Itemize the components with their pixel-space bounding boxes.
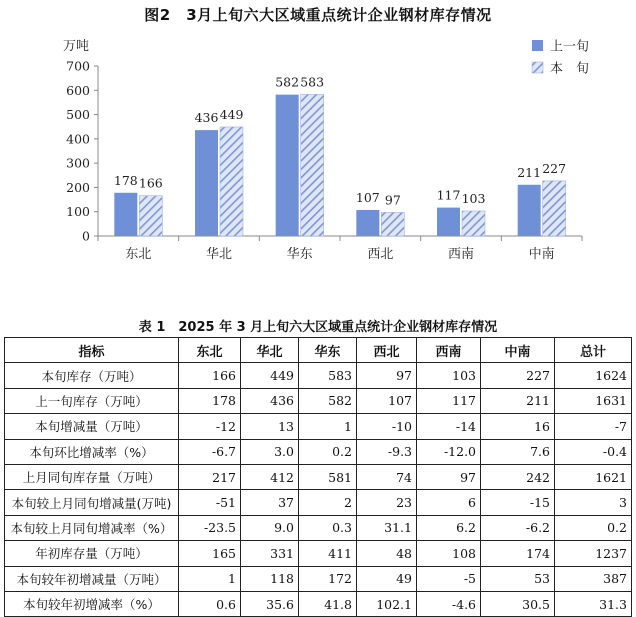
table-cell: -14: [417, 414, 481, 439]
row-label: 本旬增减量（万吨）: [5, 414, 179, 439]
row-label: 本旬环比增减率（%）: [5, 439, 179, 464]
table-title: 表 1 2025 年 3 月上旬六大区域重点统计企业钢材库存情况: [138, 320, 498, 335]
table-cell: -12.0: [417, 439, 481, 464]
table-cell: 31.1: [357, 515, 417, 540]
bar-chart: [0, 28, 636, 290]
table-cell: -23.5: [179, 515, 241, 540]
table-cell: -15: [481, 490, 555, 515]
table-cell: 387: [555, 566, 632, 591]
table-cell: 102.1: [357, 591, 417, 616]
y-tick-label: 500: [66, 107, 90, 123]
bar-current-period: [220, 127, 243, 236]
row-label: 本旬较上月同旬增减量(万吨): [5, 490, 179, 515]
table-cell: 107: [357, 388, 417, 413]
table-cell: 53: [481, 566, 555, 591]
col-header: 指标: [5, 338, 179, 363]
col-header: 中南: [481, 338, 555, 363]
table-cell: 242: [481, 464, 555, 489]
table-cell: 31.3: [555, 591, 632, 616]
table-cell: 172: [299, 566, 357, 591]
table-cell: 449: [241, 363, 299, 388]
table-cell: 37: [241, 490, 299, 515]
col-header: 西南: [417, 338, 481, 363]
table-cell: 97: [417, 464, 481, 489]
table-cell: -4.6: [417, 591, 481, 616]
table-cell: 7.6: [481, 439, 555, 464]
bar-value-label: 117: [436, 187, 461, 203]
table-row: [5, 388, 632, 413]
table-cell: 165: [179, 541, 241, 566]
y-tick-label: 0: [82, 228, 90, 244]
table-row: [5, 541, 632, 566]
table-cell: 41.8: [299, 591, 357, 616]
table-cell: 2: [299, 490, 357, 515]
row-label: 上一旬库存（万吨）: [5, 388, 179, 413]
table-cell: 166: [179, 363, 241, 388]
row-label: 本旬库存（万吨）: [5, 363, 179, 388]
col-header: 西北: [357, 338, 417, 363]
bar-previous-period: [518, 185, 541, 236]
bar-value-label: 583: [300, 74, 325, 90]
table-cell: 217: [179, 464, 241, 489]
table-cell: 1624: [555, 363, 632, 388]
table-cell: 174: [481, 541, 555, 566]
x-tick-label: 西北: [367, 247, 394, 262]
row-label: 本旬较年初增减率（%）: [5, 591, 179, 616]
table-header-row: [5, 338, 632, 363]
y-axis-label: 万吨: [62, 39, 90, 54]
bar-current-period: [381, 212, 404, 236]
table-cell: -10: [357, 414, 417, 439]
legend-swatch: [532, 62, 543, 73]
table-row: [5, 566, 632, 591]
table-cell: 3: [555, 490, 632, 515]
table-cell: 74: [357, 464, 417, 489]
figure-title: 图2 3月上旬六大区域重点统计企业钢材库存情况: [144, 6, 492, 24]
table-cell: -51: [179, 490, 241, 515]
table-cell: 6: [417, 490, 481, 515]
row-label: 本旬较年初增减量（万吨）: [5, 566, 179, 591]
col-header: 华北: [241, 338, 299, 363]
bar-value-label: 211: [517, 164, 542, 180]
table-cell: 13: [241, 414, 299, 439]
x-tick-label: 华东: [286, 247, 313, 262]
y-tick-label: 400: [66, 131, 90, 147]
table-cell: 0.2: [299, 439, 357, 464]
table-cell: 108: [417, 541, 481, 566]
table-cell: 97: [357, 363, 417, 388]
bar-previous-period: [356, 210, 379, 236]
y-tick-label: 300: [66, 155, 90, 171]
table-cell: -5: [417, 566, 481, 591]
bar-current-period: [462, 211, 485, 236]
table-cell: -0.4: [555, 439, 632, 464]
table-row: [5, 439, 632, 464]
table-cell: 0.6: [179, 591, 241, 616]
bar-value-label: 227: [542, 160, 567, 176]
table-cell: 227: [481, 363, 555, 388]
table-cell: 6.2: [417, 515, 481, 540]
bar-value-label: 582: [275, 74, 300, 90]
table-row: [5, 490, 632, 515]
table-cell: 582: [299, 388, 357, 413]
bar-current-period: [139, 196, 162, 236]
bar-value-label: 103: [461, 190, 486, 206]
bar-current-period: [301, 94, 324, 236]
table-cell: 1631: [555, 388, 632, 413]
y-tick-label: 100: [66, 204, 90, 220]
bar-current-period: [543, 181, 566, 236]
table-cell: 0.2: [555, 515, 632, 540]
row-label: 上月同旬库存量（万吨）: [5, 464, 179, 489]
table-cell: 0.3: [299, 515, 357, 540]
table-row: [5, 591, 632, 616]
col-header: 东北: [179, 338, 241, 363]
table-cell: -7: [555, 414, 632, 439]
table-row: [5, 515, 632, 540]
legend-label: 上一旬: [550, 39, 590, 55]
table-cell: 49: [357, 566, 417, 591]
bar-value-label: 166: [138, 175, 163, 191]
table-cell: 211: [481, 388, 555, 413]
bar-value-label: 436: [194, 110, 219, 126]
y-tick-label: 200: [66, 179, 90, 195]
table-cell: 1237: [555, 541, 632, 566]
table-cell: 3.0: [241, 439, 299, 464]
bar-value-label: 107: [355, 190, 380, 206]
legend-swatch: [532, 40, 543, 51]
table-cell: 35.6: [241, 591, 299, 616]
row-label: 本旬较上月同旬增减率（%）: [5, 515, 179, 540]
table-cell: -6.7: [179, 439, 241, 464]
x-tick-label: 东北: [125, 247, 152, 262]
table-cell: 48: [357, 541, 417, 566]
table-cell: 583: [299, 363, 357, 388]
table-row: [5, 363, 632, 388]
col-header: 华东: [299, 338, 357, 363]
table-cell: 411: [299, 541, 357, 566]
table-cell: 117: [417, 388, 481, 413]
bar-previous-period: [195, 130, 218, 236]
y-tick-label: 600: [66, 82, 90, 98]
table-cell: -12: [179, 414, 241, 439]
x-tick-label: 华北: [205, 247, 233, 262]
x-tick-label: 中南: [528, 247, 555, 262]
table-cell: 9.0: [241, 515, 299, 540]
y-tick-label: 700: [66, 58, 90, 74]
table-cell: 412: [241, 464, 299, 489]
table-cell: -6.2: [481, 515, 555, 540]
table-cell: 1: [299, 414, 357, 439]
table-row: [5, 414, 632, 439]
bar-value-label: 97: [384, 192, 401, 208]
table-cell: 23: [357, 490, 417, 515]
bar-previous-period: [114, 193, 137, 236]
table-cell: 1: [179, 566, 241, 591]
table-cell: 331: [241, 541, 299, 566]
bar-value-label: 178: [113, 172, 138, 188]
x-tick-label: 西南: [447, 247, 475, 262]
table-cell: 178: [179, 388, 241, 413]
table-cell: 436: [241, 388, 299, 413]
bar-previous-period: [276, 95, 299, 236]
table-cell: 118: [241, 566, 299, 591]
row-label: 年初库存量（万吨）: [5, 541, 179, 566]
bar-value-label: 449: [219, 106, 244, 122]
table-cell: 581: [299, 464, 357, 489]
bar-previous-period: [437, 208, 460, 236]
table-cell: 30.5: [481, 591, 555, 616]
table-row: [5, 464, 632, 489]
table-cell: -9.3: [357, 439, 417, 464]
table-cell: 103: [417, 363, 481, 388]
col-header: 总计: [555, 338, 632, 363]
inventory-table: [4, 337, 632, 617]
legend-label: 本 旬: [550, 61, 590, 77]
table-cell: 16: [481, 414, 555, 439]
table-cell: 1621: [555, 464, 632, 489]
